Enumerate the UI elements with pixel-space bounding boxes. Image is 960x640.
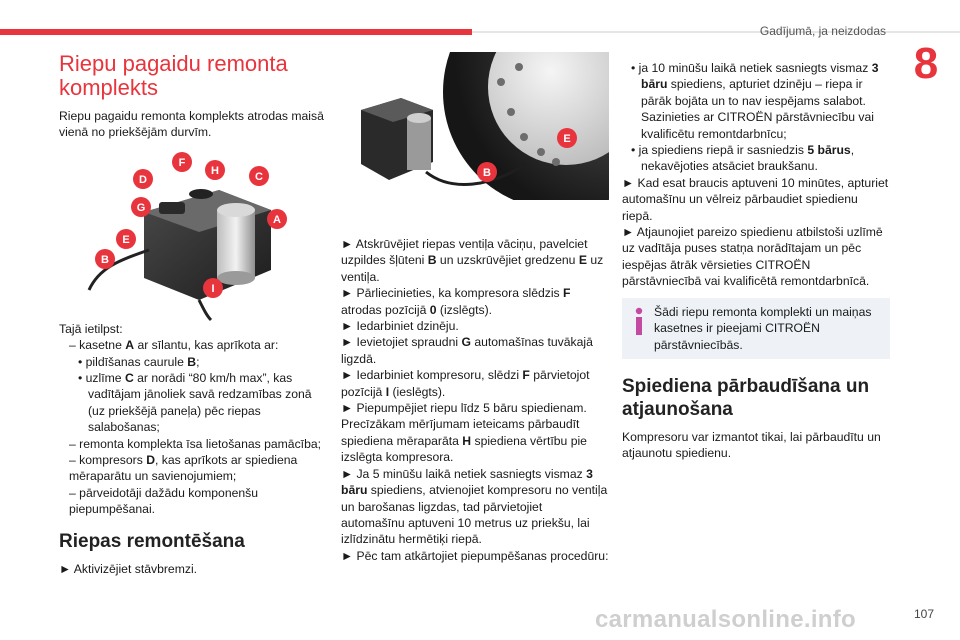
item-sticker: • uzlīme C ar norādi “80 km/h max”, kas vadītājam jānoliek savā redzamības zonā (uz priekšējā paneļa) pēc riepas salabošanas;: [78, 371, 312, 435]
page-number: 107: [913, 607, 934, 621]
page-title: Riepu pagaidu remonta komplekts: [59, 51, 288, 100]
bullet-reached: • ja spiediens riepā ir sasniedzis 5 bārus, nekavējoties atsāciet braukšanu.: [631, 143, 855, 174]
pressure-text: Kompresoru var izmantot tikai, lai pārbaudītu un atjaunotu spiedienu.: [622, 429, 881, 461]
step-start-engine: ► Iedarbiniet dzinēju.: [341, 319, 459, 334]
info-note: [622, 298, 890, 359]
contains-title: Tajā ietilpst:: [59, 321, 123, 336]
step-check-again: ► Kad esat braucis aptuveni 10 minūtes, apturiet automašīnu un vēlreiz pārbaudiet spiedienu riepā.: [622, 175, 889, 223]
info-icon: [629, 306, 649, 336]
step-switch-on: ► Iedarbiniet kompresoru, slēdzi F pārvietojot pozīcijā I (ieslēgts).: [341, 368, 590, 399]
fig1-label-1: H: [211, 165, 219, 177]
fig1-label-7: B: [101, 254, 109, 266]
watermark: carmanualsonline.info: [595, 606, 857, 633]
column-right: [622, 60, 890, 462]
step-restore-pressure: ► Atjaunojiet pareizo spiedienu atbilstoši uzlīmē uz vadītāja puses statņa norādītajam un pēc iespējas ātrāk vērsieties CITROËN pārstāvniecībā vai kvalificētā remontdarbnīcā.: [622, 225, 883, 289]
section-title-pressure: Spiediena pārbaudīšana un atjaunošana: [622, 375, 870, 420]
item-manual: – remonta komplekta īsa lietošanas pamācība;: [69, 436, 322, 451]
fig1-label-6: E: [122, 234, 130, 246]
chapter-number: 8: [913, 39, 939, 88]
step-parking-brake: ► Aktivizējiet stāvbremzi.: [59, 561, 198, 576]
step-pressure-not-reached: ► Ja 5 minūšu laikā netiek sasniegts vismaz 3 bāru spiediens, atvienojiet kompresoru no ventiļa un barošanas ligzdas, tad pārvietojiet automašīnu aptuveni 10 metrus uz priekšu, lai izlīdzinātu hermētiķi riepā.: [341, 466, 608, 547]
note-text: Šādi riepu remonta komplekti un maiņas kasetnes ir pieejami CITROËN pārstāvniecībās.: [654, 304, 872, 352]
header-rule: [472, 31, 960, 33]
step-plug: ► Ievietojiet spraudni G automašīnas tuvākajā ligzdā.: [341, 335, 593, 366]
fig2-label-0: E: [563, 133, 571, 145]
fig1-label-4: G: [136, 202, 146, 214]
fig1-label-8: I: [211, 283, 215, 295]
step-repeat: ► Pēc tam atkārtojiet piepumpēšanas procedūru:: [341, 548, 609, 563]
header-red-bar: [0, 29, 472, 35]
item-cartridge: – kasetne A ar sīlantu, kas aprīkota ar:: [69, 338, 279, 353]
item-hose: • pildīšanas caurule B;: [78, 354, 200, 369]
running-header: Gadījumā, ja neizdodas: [759, 24, 886, 38]
fig1-label-3: C: [255, 171, 263, 183]
fig1-label-0: F: [178, 157, 186, 169]
step-valve: ► Atskrūvējiet riepas ventiļa vāciņu, pavelciet uzpildes šļūteni B un uzskrūvējiet gredzenu E uz ventiļa.: [341, 237, 604, 284]
step-switch-off: ► Pārliecinieties, ka kompresora slēdzis F atrodas pozīcijā 0 (izslēgts).: [341, 286, 571, 317]
bullet-not-reached: • ja 10 minūšu laikā netiek sasniegts vismaz 3 bāru spiediens, apturiet dzinēju – riepa ir pārāk bojāta un to nav iespējams salabot. Sazinieties ar CITROËN pārstāvniecību vai kvalificētu remontdarbnīcu;: [631, 61, 879, 141]
fig1-label-5: A: [273, 214, 281, 226]
wheel-inflation-figure: [341, 52, 609, 200]
step-inflate: ► Piepumpējiet riepu līdz 5 bāru spiedienam. Precīzākam mērījumam ieteicams pārbaudīt spiediena mēraparāta H spiediena vērtību pie izslēgta kompresora.: [341, 401, 587, 465]
fig2-label-1: B: [483, 167, 491, 179]
section-title-repair: Riepas remontēšana: [59, 530, 245, 552]
item-adapters: – pārveidotāji dažādu komponenšu piepumpēšanai.: [69, 485, 259, 517]
item-compressor: – kompresors D, kas aprīkots ar spiediena mēraparātu un savienojumiem;: [69, 453, 298, 484]
column-middle: [341, 236, 609, 564]
intro-text: Riepu pagaidu remonta komplekts atrodas maisā vienā no priekšējām durvīm.: [59, 109, 324, 140]
repair-kit-figure: [59, 150, 327, 322]
fig1-label-2: D: [139, 174, 147, 186]
